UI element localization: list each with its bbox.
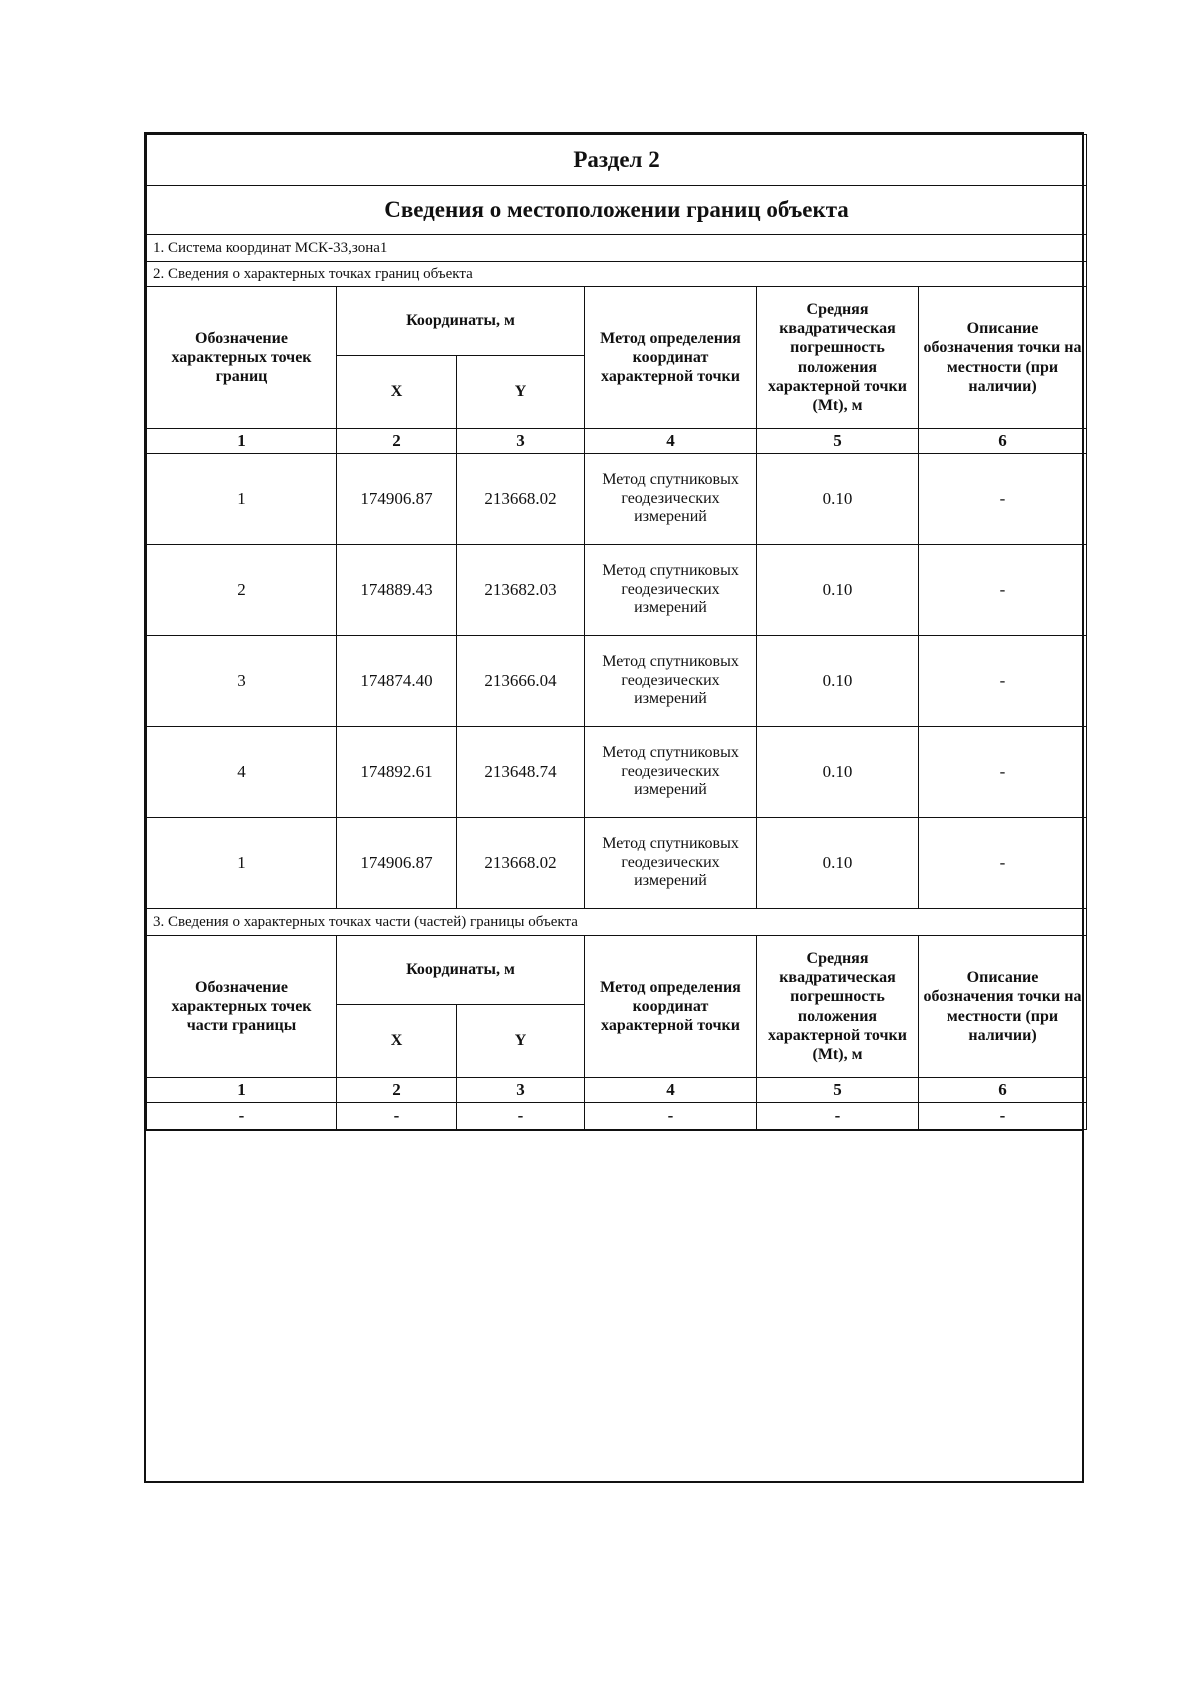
col-number: 1 xyxy=(147,429,337,454)
mt-error: 0.10 xyxy=(757,545,919,636)
col-number: 3 xyxy=(457,1078,585,1103)
col-number: 5 xyxy=(757,1078,919,1103)
header-x-part: X xyxy=(337,1005,457,1078)
coordinate-system-line: 1. Система координат МСК-33,зона1 xyxy=(147,235,1087,262)
table-row xyxy=(147,818,1087,909)
empty-cell: - xyxy=(919,1103,1087,1130)
empty-cell: - xyxy=(337,1103,457,1130)
header-coords-part: Координаты, м xyxy=(337,936,585,1005)
header-error: Средняя квадратическая погрешность положения характерной точки (Mt), м xyxy=(757,287,919,429)
table-row xyxy=(147,727,1087,818)
part2-heading: 2. Сведения о характерных точках границ объекта xyxy=(147,262,1087,287)
header-coords: Координаты, м xyxy=(337,287,585,356)
col-number: 6 xyxy=(919,1078,1087,1103)
empty-cell: - xyxy=(585,1103,757,1130)
empty-cell: - xyxy=(147,1103,337,1130)
document-sheet xyxy=(144,132,1084,1483)
coord-y: 213682.03 xyxy=(457,545,585,636)
method: Метод спутниковых геодезических измерений xyxy=(585,545,757,636)
header-y-part: Y xyxy=(457,1005,585,1078)
header-point: Обозначение характерных точек границ xyxy=(147,287,337,429)
col-number: 2 xyxy=(337,429,457,454)
section-subtitle: Сведения о местоположении границ объекта xyxy=(147,186,1087,235)
method: Метод спутниковых геодезических измерений xyxy=(585,727,757,818)
coord-y: 213648.74 xyxy=(457,727,585,818)
coord-y: 213666.04 xyxy=(457,636,585,727)
col-number: 6 xyxy=(919,429,1087,454)
method: Метод спутниковых геодезических измерений xyxy=(585,636,757,727)
table-row xyxy=(147,545,1087,636)
header-method-part: Метод определения координат характерной точки xyxy=(585,936,757,1078)
empty-cell: - xyxy=(457,1103,585,1130)
coord-x: 174889.43 xyxy=(337,545,457,636)
description: - xyxy=(919,454,1087,545)
section-title: Раздел 2 xyxy=(147,135,1087,186)
coord-x: 174892.61 xyxy=(337,727,457,818)
coord-x: 174906.87 xyxy=(337,818,457,909)
part3-heading: 3. Сведения о характерных точках части (частей) границы объекта xyxy=(147,909,1087,936)
point-id: 1 xyxy=(147,454,337,545)
col-number: 1 xyxy=(147,1078,337,1103)
header-x: X xyxy=(337,356,457,429)
description: - xyxy=(919,545,1087,636)
point-id: 3 xyxy=(147,636,337,727)
table-row xyxy=(147,1103,1087,1130)
coord-x: 174874.40 xyxy=(337,636,457,727)
col-number: 2 xyxy=(337,1078,457,1103)
table-row xyxy=(147,454,1087,545)
description: - xyxy=(919,727,1087,818)
coord-y: 213668.02 xyxy=(457,818,585,909)
header-method: Метод определения координат характерной точки xyxy=(585,287,757,429)
mt-error: 0.10 xyxy=(757,818,919,909)
point-id: 2 xyxy=(147,545,337,636)
coord-x: 174906.87 xyxy=(337,454,457,545)
col-number: 4 xyxy=(585,429,757,454)
header-y: Y xyxy=(457,356,585,429)
header-point-part: Обозначение характерных точек части границы xyxy=(147,936,337,1078)
blank-area xyxy=(146,1130,1082,1481)
header-description: Описание обозначения точки на местности (при наличии) xyxy=(919,287,1087,429)
col-number: 5 xyxy=(757,429,919,454)
method: Метод спутниковых геодезических измерений xyxy=(585,818,757,909)
mt-error: 0.10 xyxy=(757,636,919,727)
col-number: 4 xyxy=(585,1078,757,1103)
description: - xyxy=(919,818,1087,909)
empty-cell: - xyxy=(757,1103,919,1130)
boundary-table xyxy=(146,134,1087,1130)
point-id: 4 xyxy=(147,727,337,818)
method: Метод спутниковых геодезических измерений xyxy=(585,454,757,545)
point-id: 1 xyxy=(147,818,337,909)
col-number: 3 xyxy=(457,429,585,454)
header-description-part: Описание обозначения точки на местности (при наличии) xyxy=(919,936,1087,1078)
mt-error: 0.10 xyxy=(757,454,919,545)
table-row xyxy=(147,636,1087,727)
header-error-part: Средняя квадратическая погрешность положения характерной точки (Mt), м xyxy=(757,936,919,1078)
coord-y: 213668.02 xyxy=(457,454,585,545)
description: - xyxy=(919,636,1087,727)
mt-error: 0.10 xyxy=(757,727,919,818)
